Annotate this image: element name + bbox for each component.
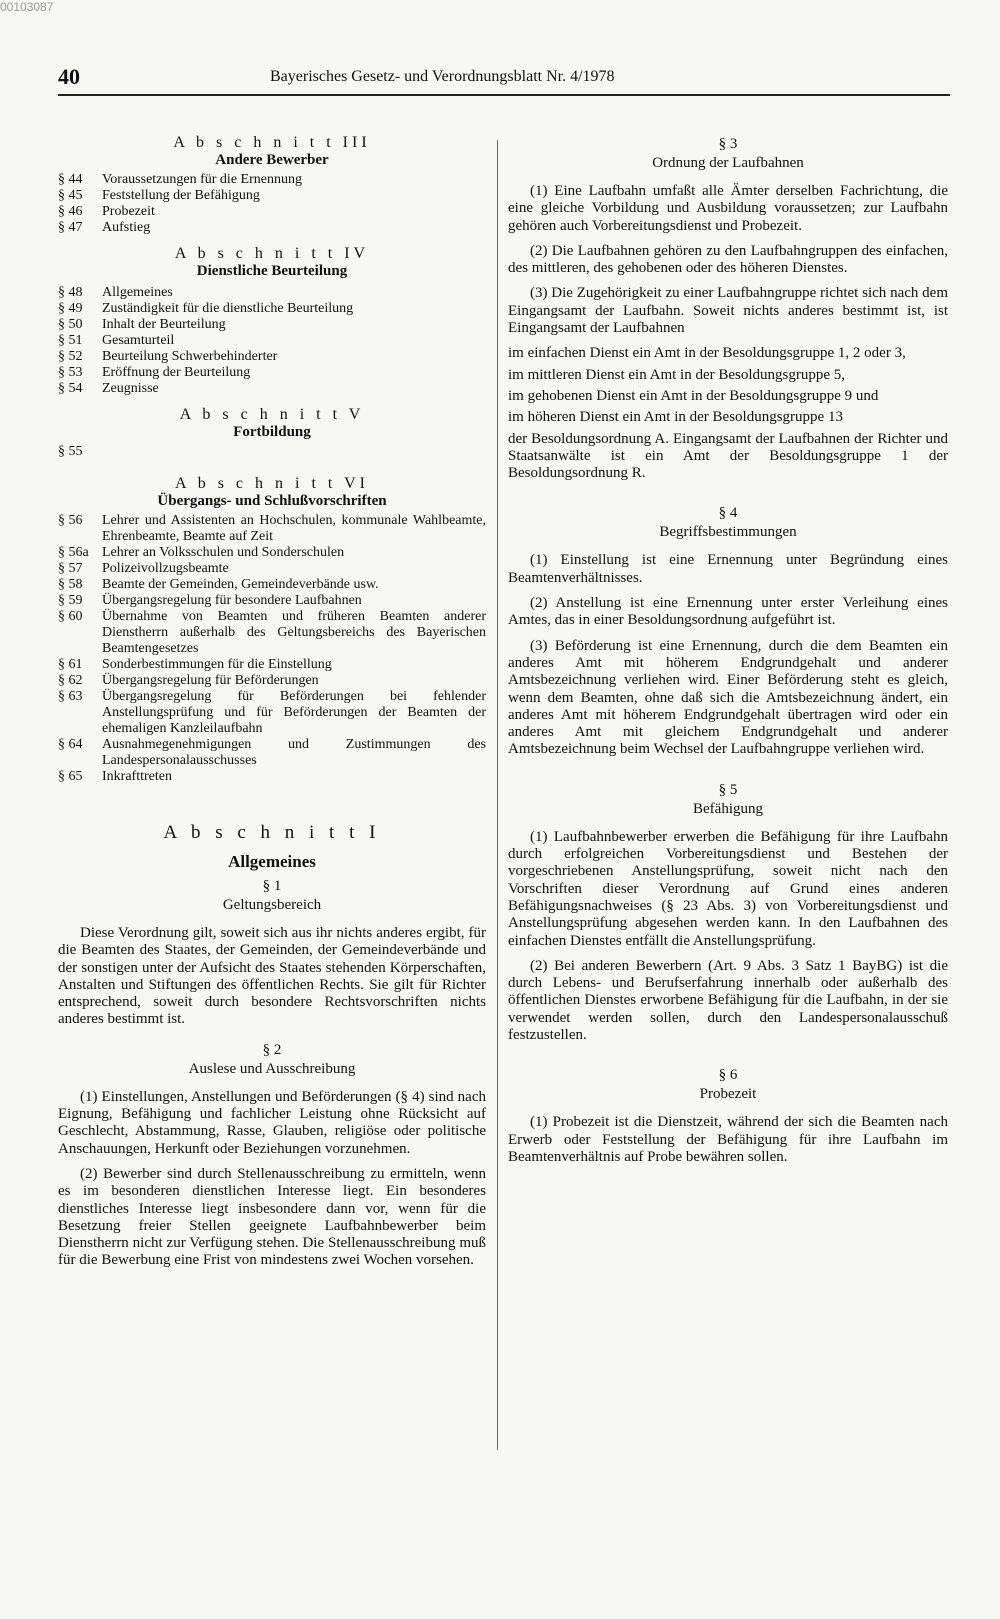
toc-a4-heading: A b s c h n i t t IV: [174, 245, 370, 262]
s5-title: Befähigung: [693, 800, 763, 817]
toc-a4-list: [58, 285, 486, 397]
toc-entry-number: § 48: [58, 285, 83, 300]
toc-entry: [58, 349, 486, 365]
toc-entry-text: Polizeivollzugsbeamte: [102, 561, 229, 576]
s4-number: § 4: [718, 505, 738, 522]
s4-para-3: (3) Beförderung ist eine Ernennung, durch die dem Beamten ein anderes Amt mit höherem Endgrundgehalt und anderer Amtsbezeichnung verliehen wird. Einer Beförderung steht es gleich, wenn dem Beamten, ohne daß sich die Amtsbezeichnung ändert, ein anderes Amt mit höherem Endgrundgehalt übertragen wird oder ein anderes Amt mit gleichem Endgrundgehalt und anderer Amtsbezeichnung beim Wechsel der Laufbahngruppe verliehen wird.: [508, 637, 948, 758]
toc-entry-number: § 46: [58, 204, 83, 219]
s6-para-1: (1) Probezeit ist die Dienstzeit, während der sich die Beamten nach Erwerb oder Feststellung der Befähigung für ihre Laufbahn im Beamtenverhältnis auf Probe bewähren sollen.: [508, 1114, 948, 1165]
s3-title: Ordnung der Laufbahnen: [652, 155, 804, 171]
toc-a6-heading: A b s c h n i t t VI: [175, 475, 369, 492]
toc-entry-number: § 56a: [58, 545, 89, 560]
toc-entry: [58, 577, 486, 593]
toc-a3-title: Andere Bewerber: [215, 151, 329, 168]
toc-entry-text: Beamte der Gemeinden, Gemeindeverbände usw.: [102, 577, 379, 592]
abschnitt-1-heading: A b s c h n i t t I: [163, 822, 381, 843]
s3-para-3: (3) Die Zugehörigkeit zu einer Laufbahngruppe richtet sich nach dem Eingangsamt der Laufbahn. Soweit nichts anderes bestimmt ist, ist Eingangsamt der Laufbahnen: [508, 285, 948, 337]
toc-entry: [58, 333, 486, 349]
s5-para-1: (1) Laufbahnbewerber erwerben die Befähigung für ihre Laufbahn durch erfolgreichen Vorbereitungsdienst und Bestehen der vorgeschriebenen Anstellungsprüfung, soweit nicht nach den Vorschriften dieser Verordnung auf Grund eines anderen Befähigungsnachweises (§ 23 Abs. 3) von Vorbereitungsdienst und Anstellungsprüfung abgesehen werden kann. In den Laufbahnen des einfachen Dienstes entfällt die Anstellungsprüfung.: [508, 828, 948, 949]
toc-entry-text: Inkrafttreten: [102, 769, 172, 784]
s6-number: § 6: [718, 1067, 738, 1084]
toc-entry: [58, 689, 486, 737]
s1-number: § 1: [262, 878, 282, 894]
s4-para-1: (1) Einstellung ist eine Ernennung unter Begründung eines Beamtenverhältnisses.: [508, 552, 948, 586]
s3-grade-list: [508, 345, 948, 426]
toc-entry-text: Beurteilung Schwerbehinderter: [102, 349, 278, 364]
toc-entry: [58, 513, 486, 545]
toc-entry-text: Allgemeines: [102, 285, 173, 300]
toc-entry-number: § 49: [58, 301, 83, 316]
toc-entry: [58, 204, 486, 220]
toc-entry-number: § 53: [58, 365, 83, 380]
grade-list-item: im mittleren Dienst ein Amt in der Besoldungsgruppe 5,: [508, 366, 846, 383]
toc-entry-text: Voraussetzungen für die Ernennung: [102, 172, 302, 187]
s4-title: Begriffsbestimmungen: [659, 524, 797, 541]
s2-number: § 2: [262, 1041, 282, 1058]
toc-entry-text: Lehrer und Assistenten an Hochschulen, kommunale Wahlbeamte, Ehrenbeamte, Beamte auf Zeit: [102, 513, 486, 544]
toc-entry-text: Zeugnisse: [102, 381, 159, 396]
s1-title: Geltungsbereich: [222, 897, 322, 913]
right-column: [508, 135, 948, 1174]
toc-entry-number: § 65: [58, 769, 83, 784]
toc-a5-title: Fortbildung: [233, 423, 311, 440]
column-divider: [497, 140, 498, 1450]
toc-entry-number: § 52: [58, 349, 83, 364]
toc-entry-text: Übergangsregelung für besondere Laufbahnen: [102, 593, 362, 608]
toc-entry-number: § 45: [58, 188, 83, 203]
toc-entry: [58, 317, 486, 333]
toc-entry-number: § 50: [58, 317, 83, 332]
toc-entry: [58, 769, 486, 785]
toc-entry-text: Gesamturteil: [102, 333, 175, 348]
journal-title: Bayerisches Gesetz- und Verordnungsblatt Nr. 4/1978: [270, 68, 615, 85]
toc-entry-text: Ausnahmegenehmigungen und Zustimmungen des Landespersonalausschusses: [102, 737, 486, 768]
s5-number: § 5: [718, 781, 738, 798]
toc-entry: [58, 381, 486, 397]
s2-para-1: (1) Einstellungen, Anstellungen und Beförderungen (§ 4) sind nach Eignung, Befähigung und fachlicher Leistung ohne Rücksicht auf Geschlecht, Abstammung, Rasse, Glauben, religiöse oder politische Anschauungen, Herkunft oder Beziehungen vorzunehmen.: [58, 1088, 486, 1157]
toc-entry-text: Übernahme von Beamten und früheren Beamten anderer Dienstherrn außerhalb des Geltungsbereichs des Bayerischen Beamtengesetzes: [102, 609, 486, 656]
toc-entry-text: Übergangsregelung für Beförderungen bei fehlender Anstellungsprüfung und für Beförderungen der Beamten der ehemaligen Kanzleilaufbahn: [102, 689, 486, 736]
toc-entry-number: § 51: [58, 333, 83, 348]
s5-para-2: (2) Bei anderen Bewerbern (Art. 9 Abs. 3 Satz 1 BayBG) ist die durch Lebens- und Berufserfahrung innerhalb oder außerhalb des öffentlichen Dienstes erworbene Befähigung für die Laufbahn, in der sie verwendet werden sollen, durch den Landespersonalausschuß festzustellen.: [508, 957, 948, 1043]
toc-entry: [58, 365, 486, 381]
toc-entry: [58, 561, 486, 577]
toc-entry-number: § 55: [58, 444, 83, 459]
grade-list-item: im höheren Dienst ein Amt in der Besoldungsgruppe 13: [508, 409, 843, 426]
toc-entry: [58, 545, 486, 561]
grade-list-item: im einfachen Dienst ein Amt in der Besoldungsgruppe 1, 2 oder 3,: [508, 345, 906, 362]
toc-entry-text: Zuständigkeit für die dienstliche Beurteilung: [102, 301, 354, 316]
toc-entry-number: § 47: [58, 220, 83, 235]
toc-entry: [58, 657, 486, 673]
toc-entry-number: § 44: [58, 172, 83, 187]
toc-a5-heading: A b s c h n i t t V: [179, 406, 365, 423]
abschnitt-1-title: Allgemeines: [228, 852, 316, 871]
toc-entry: [58, 172, 486, 188]
s3-para-4: der Besoldungsordnung A. Eingangsamt der Laufbahnen der Richter und Staatsanwälte ist ein Amt der Besoldungsgruppe 1 der Besoldungsordnung R.: [508, 430, 948, 482]
toc-a5-list: [58, 444, 486, 460]
toc-entry-text: [102, 444, 486, 460]
toc-a4-title: Dienstliche Beurteilung: [196, 262, 348, 279]
toc-entry: [58, 444, 486, 460]
toc-entry-number: § 63: [58, 689, 83, 704]
toc-entry-number: § 64: [58, 737, 83, 752]
toc-entry-number: § 58: [58, 577, 83, 592]
toc-entry-number: § 57: [58, 561, 83, 576]
toc-entry: [58, 220, 486, 236]
toc-entry: [58, 737, 486, 769]
page-header: [58, 62, 950, 96]
s4-para-2: (2) Anstellung ist eine Ernennung unter erster Verleihung eines Amtes, das in einer Besoldungsordnung aufgeführt ist.: [508, 595, 948, 629]
s3-para-1: (1) Eine Laufbahn umfaßt alle Ämter derselben Fachrichtung, die eine gleiche Vorbildung und Ausbildung voraussetzen; zur Laufbahn gehören auch Vorbereitungsdienst und Probezeit.: [508, 183, 948, 234]
s2-title: Auslese und Ausschreibung: [188, 1060, 356, 1077]
s3-para-2: (2) Die Laufbahnen gehören zu den Laufbahngruppen des einfachen, des mittleren, des gehobenen oder des höheren Dienstes.: [508, 242, 948, 277]
toc-entry-text: Probezeit: [102, 204, 155, 219]
toc-entry: [58, 609, 486, 657]
archive-stamp: 00103087: [0, 0, 54, 14]
toc-entry-text: Aufstieg: [102, 220, 151, 235]
toc-a6-list: [58, 513, 486, 785]
toc-entry-text: Lehrer an Volksschulen und Sonderschulen: [102, 545, 345, 560]
toc-entry: [58, 673, 486, 689]
toc-entry-number: § 56: [58, 513, 83, 528]
toc-entry: [58, 301, 486, 317]
toc-entry-text: Inhalt der Beurteilung: [102, 317, 226, 332]
left-column: [58, 135, 486, 1278]
toc-entry: [58, 593, 486, 609]
s6-title: Probezeit: [699, 1086, 757, 1103]
toc-entry-number: § 60: [58, 609, 83, 624]
toc-entry: [58, 188, 486, 204]
s2-para-2: (2) Bewerber sind durch Stellenausschreibung zu ermitteln, wenn es im besonderen dienstlichen Interesse liegt. Ein besonderes dienstliches Interesse liegt insbesondere dann vor, wenn für die Besetzung freier Stellen geeignete Laufbahnbewerber beim Dienstherrn nicht zur Verfügung stehen. Die Stellenausschreibung muß für die Bewerbung eine Frist von mindestens zwei Wochen vorsehen.: [58, 1165, 486, 1269]
page-number: 40: [58, 64, 80, 89]
toc-entry-number: § 62: [58, 673, 83, 688]
toc-entry-number: § 59: [58, 593, 83, 608]
toc-entry-number: § 54: [58, 381, 83, 396]
toc-a3-heading: A b s c h n i t t III: [173, 134, 371, 151]
toc-entry: [58, 285, 486, 301]
toc-entry-text: Eröffnung der Beurteilung: [102, 365, 251, 380]
toc-a6-title: Übergangs- und Schlußvorschriften: [157, 492, 387, 509]
grade-list-item: im gehobenen Dienst ein Amt in der Besoldungsgruppe 9 und: [508, 387, 879, 404]
s1-text: Diese Verordnung gilt, soweit sich aus ihr nichts anderes ergibt, für die Beamten des Staates, der Gemeinden, der Gemeindeverbände und der sonstigen unter der Aufsicht des Staates stehenden Körperschaften, Anstalten und Stiftungen des öffentlichen Rechts. Sie gilt für Richter entsprechend, soweit durch besondere Rechtsvorschriften nichts anderes bestimmt ist.: [58, 925, 486, 1028]
s3-number: § 3: [718, 136, 738, 152]
toc-a3-list: [58, 172, 486, 236]
toc-entry-text: Feststellung der Befähigung: [102, 188, 260, 203]
toc-entry-text: Sonderbestimmungen für die Einstellung: [102, 657, 332, 672]
toc-entry-number: § 61: [58, 657, 83, 672]
toc-entry-text: Übergangsregelung für Beförderungen: [102, 673, 319, 688]
